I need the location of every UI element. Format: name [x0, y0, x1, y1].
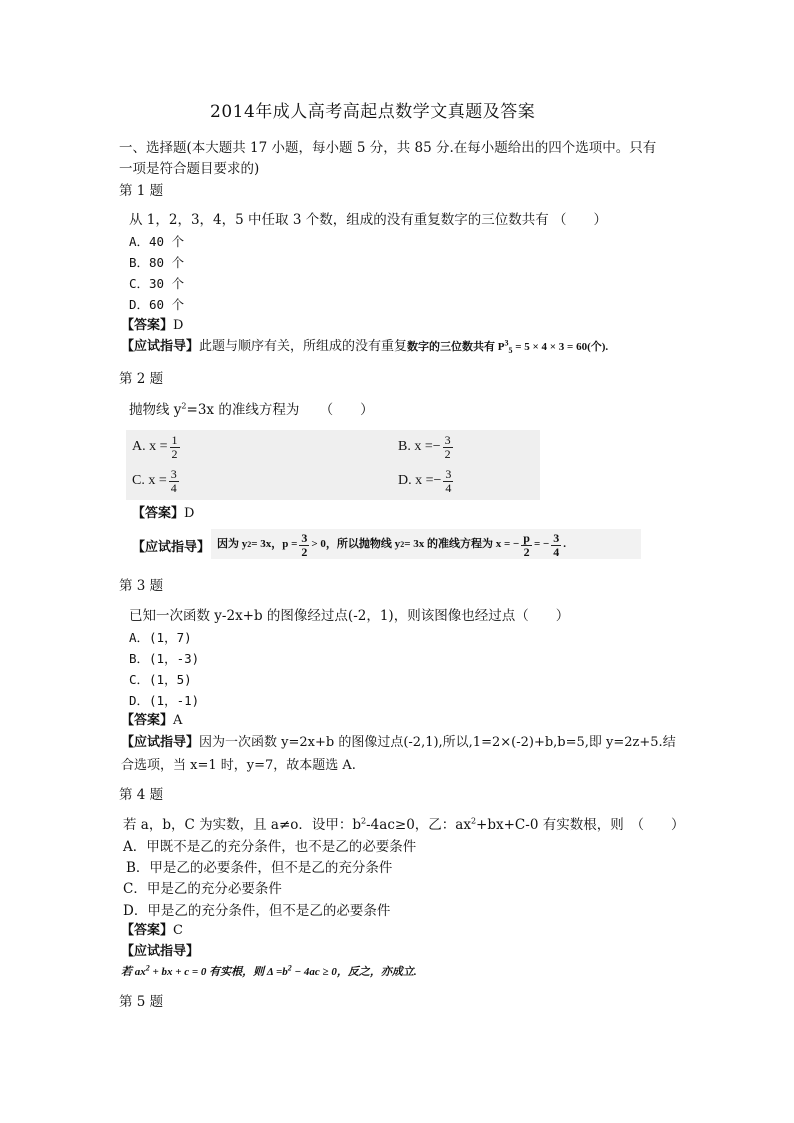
- question-1-option-c: C．30 个: [129, 276, 185, 291]
- section-instruction-line2: 一项是符合题目要求的): [119, 161, 260, 177]
- question-3-option-a: A．(1，7): [129, 630, 192, 645]
- fraction: $\frac{3}{4}$: [553, 531, 560, 559]
- question-3-answer: [121, 713, 182, 729]
- question-4-option-a: A．甲既不是乙的充分条件，也不是乙的必要条件: [123, 839, 417, 855]
- question-2-answer-value: D: [184, 506, 195, 521]
- question-4-guide-formula: 若 $ax^2$ + bx + c = 0 有实根，则 $\Delta =b^2 - 4ac \ge 0$，反之，亦成立.: [121, 963, 417, 978]
- question-4-heading: 第 4 题: [119, 787, 164, 803]
- answer-label: 【答案】: [121, 713, 174, 728]
- question-3-heading: 第 3 题: [119, 578, 164, 594]
- answer-label: 【答案】: [132, 506, 185, 521]
- question-3-stem: 已知一次函数 y-2x+b 的图像经过点(-2，1)，则该图像也经过点（ ）: [129, 608, 570, 624]
- question-3-option-b: B．(1，-3): [129, 651, 200, 666]
- question-2-answer: [132, 506, 194, 522]
- fraction: $\frac{3}{2}$: [444, 433, 451, 461]
- question-1-guide-text: 此题与顺序有关，所组成的没有重复: [199, 339, 408, 354]
- question-1-stem: 从 1，2，3，4，5 中任取 3 个数，组成的没有重复数字的三位数共有 （ ）: [129, 212, 607, 228]
- question-3-guide-line1: 因为一次函数 y=2x+b 的图像过点(-2,1),所以,1=2×(-2)+b,b=5,即 y=2z+5.结: [199, 735, 676, 750]
- guide-label: 【应试指导】: [132, 540, 211, 555]
- question-3-guide-line2: 合选项，当 x=1 时，y=7，故本题选 A.: [121, 758, 356, 773]
- fraction: $\frac{3}{4}$: [170, 467, 177, 495]
- question-3-guide: [121, 735, 676, 751]
- question-2-options-panel: [126, 430, 540, 500]
- question-2-option-c: C. x = $\frac{3}{4}$: [132, 467, 177, 495]
- section-instruction-line1: 一、选择题(本大题共 17 小题，每小题 5 分，共 85 分.在每小题给出的四个选项中。只有: [119, 140, 657, 156]
- question-1-heading: 第 1 题: [119, 183, 164, 199]
- document-title: 2014年成人高考高起点数学文真题及答案: [210, 102, 536, 122]
- question-4-answer-value: C: [173, 923, 183, 938]
- question-4-guide-label: [121, 944, 199, 960]
- question-2-heading: 第 2 题: [119, 371, 164, 387]
- question-1-guide: [121, 339, 608, 355]
- question-2-guide-formula: 因为 y 2 = 3x，p = $\frac{3}{2}$ > 0，所以抛物线 y 2 = 3x 的准线方程为 x = − $\frac{p}{2}$ = − $\frac{3}{4}$ .: [211, 529, 641, 559]
- question-1-answer: [121, 318, 183, 334]
- answer-label: 【答案】: [121, 318, 174, 333]
- answer-label: 【答案】: [121, 923, 174, 938]
- question-2-guide-label: [132, 540, 210, 556]
- question-2-stem: 抛物线 $y^2=3x$ 的准线方程为 （ ）: [129, 401, 374, 418]
- guide-label: 【应试指导】: [121, 735, 200, 750]
- question-4-option-d: D．甲是乙的充分条件，但不是乙的必要条件: [123, 903, 391, 919]
- fraction: $\frac{3}{2}$: [301, 531, 308, 559]
- question-1-option-b: B．80 个: [129, 255, 185, 270]
- question-3-option-d: D．(1，-1): [129, 693, 200, 708]
- question-1-guide-formula: 数字的三位数共有 $P^3_5 = 5 \times 4 \times 3 = 60$(个).: [407, 338, 609, 356]
- fraction: $\frac{p}{2}$: [523, 531, 530, 559]
- guide-label: 【应试指导】: [121, 339, 200, 354]
- question-2-option-a: A. x = $\frac{1}{2}$: [132, 433, 178, 461]
- fraction: $\frac{1}{2}$: [171, 433, 178, 461]
- guide-label: 【应试指导】: [121, 944, 200, 959]
- fraction: $\frac{3}{4}$: [445, 467, 452, 495]
- question-1-option-d: D．60 个: [129, 297, 185, 312]
- question-5-heading: 第 5 题: [119, 994, 164, 1010]
- question-4-option-c: C．甲是乙的充分必要条件: [123, 881, 282, 897]
- question-4-stem: 若 a，b，C 为实数，且 a≠o．设甲：$b^2-4ac\ge 0$，乙：$ax^2+bx+C-0$ 有实数根，则 （ ）: [123, 816, 685, 833]
- question-1-option-a: A．40 个: [129, 234, 185, 249]
- question-2-option-d: D. x = − $\frac{3}{4}$: [398, 467, 452, 495]
- question-1-answer-value: D: [173, 318, 184, 333]
- question-3-option-c: C．(1，5): [129, 672, 192, 687]
- question-4-answer: [121, 923, 183, 939]
- question-2-option-b: B. x = − $\frac{3}{2}$: [398, 433, 451, 461]
- question-4-option-b: B．甲是乙的必要条件，但不是乙的充分条件: [126, 860, 393, 876]
- question-3-answer-value: A: [173, 713, 183, 728]
